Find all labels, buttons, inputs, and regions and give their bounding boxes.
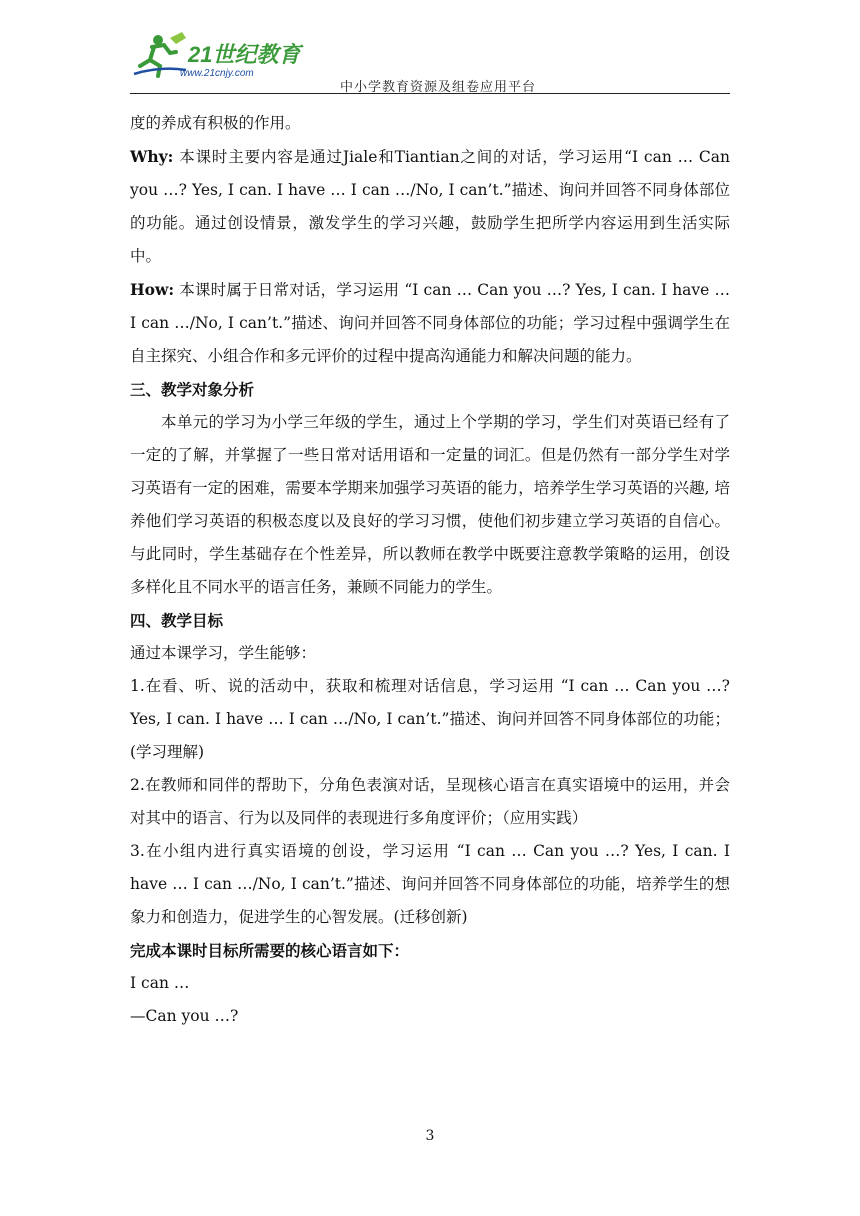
section-heading: 完成本课时目标所需要的核心语言如下：: [130, 941, 410, 960]
section-heading: 四、教学目标: [130, 611, 224, 630]
paragraph-text: 本课时主要内容是通过Jiale和Tiantian之间的对话，学习运用“I can … Can you …? Yes, I can. I have … I can …/No, I can’t.”描述、询问并回答不同身体部位的功能。通过创设情景，激发学生的学习兴趣，鼓励学生把所学内容运用到生活实际中。: [130, 148, 730, 265]
goal-item: 1.在看、听、说的活动中，获取和梳理对话信息，学习运用 “I can … Can you …? Yes, I can. I have … I can …/No, I can’t.”描述、询问并回答不同身体部位的功能；(学习理解): [130, 677, 730, 761]
paragraph-text: 度的养成有积极的作用。: [130, 114, 301, 132]
page-header: [130, 30, 730, 96]
page-number: 3: [425, 1128, 435, 1144]
goal-item: 2.在教师和同伴的帮助下，分角色表演对话，呈现核心语言在真实语境中的运用，并会对其中的语言、行为以及同伴的表现进行多角度评价；（应用实践）: [130, 776, 730, 827]
paragraph-how: [130, 273, 730, 373]
paragraph-why: [130, 140, 730, 273]
language-line: —Can you …?: [130, 1007, 239, 1025]
site-logo: [130, 30, 320, 86]
label-why: Why:: [130, 147, 174, 166]
paragraph-text: 本课时属于日常对话，学习运用 “I can … Can you …? Yes, I can. I have … I can …/No, I can’t.”描述、询问并回答不同身体部位的功能；学习过程中强调学生在自主探究、小组合作和多元评价的过程中提高沟通能力和解决问题的能力。: [130, 281, 730, 365]
language-line: I can …: [130, 974, 190, 992]
goal-item: 3.在小组内进行真实语境的创设，学习运用 “I can … Can you …? Yes, I can. I have … I can …/No, I can’t.”描述、询问并回答不同身体部位的功能，培养学生的想象力和创造力，促进学生的心智发展。(迁移创新): [130, 842, 730, 926]
brand-name: 21世纪教育: [188, 42, 301, 67]
label-how: How:: [130, 280, 175, 299]
header-divider: [130, 93, 730, 94]
header-subtitle: 中小学教育资源及组卷应用平台: [340, 80, 537, 95]
paragraph: 通过本课学习，学生能够：: [130, 644, 317, 662]
paragraph: 本单元的学习为小学三年级的学生，通过上个学期的学习，学生们对英语已经有了一定的了解，并掌握了一些日常对话用语和一定量的词汇。但是仍然有一部分学生对学习英语有一定的困难，需要本学期来加强学习英语的能力，培养学生学习英语的兴趣, 培养他们学习英语的积极态度以及良好的学习习惯，使他们初步建立学习英语的自信心。与此同时，学生基础存在个性差异，所以教师在教学中既要注意教学策略的运用，创设多样化且不同水平的语言任务，兼顾不同能力的学生。: [130, 413, 730, 596]
section-heading: 三、教学对象分析: [130, 380, 255, 399]
brand-url: www.21cnjy.com: [180, 68, 254, 79]
runner-icon: [134, 32, 186, 76]
document-body: [130, 107, 730, 1033]
paragraph: [130, 107, 730, 140]
